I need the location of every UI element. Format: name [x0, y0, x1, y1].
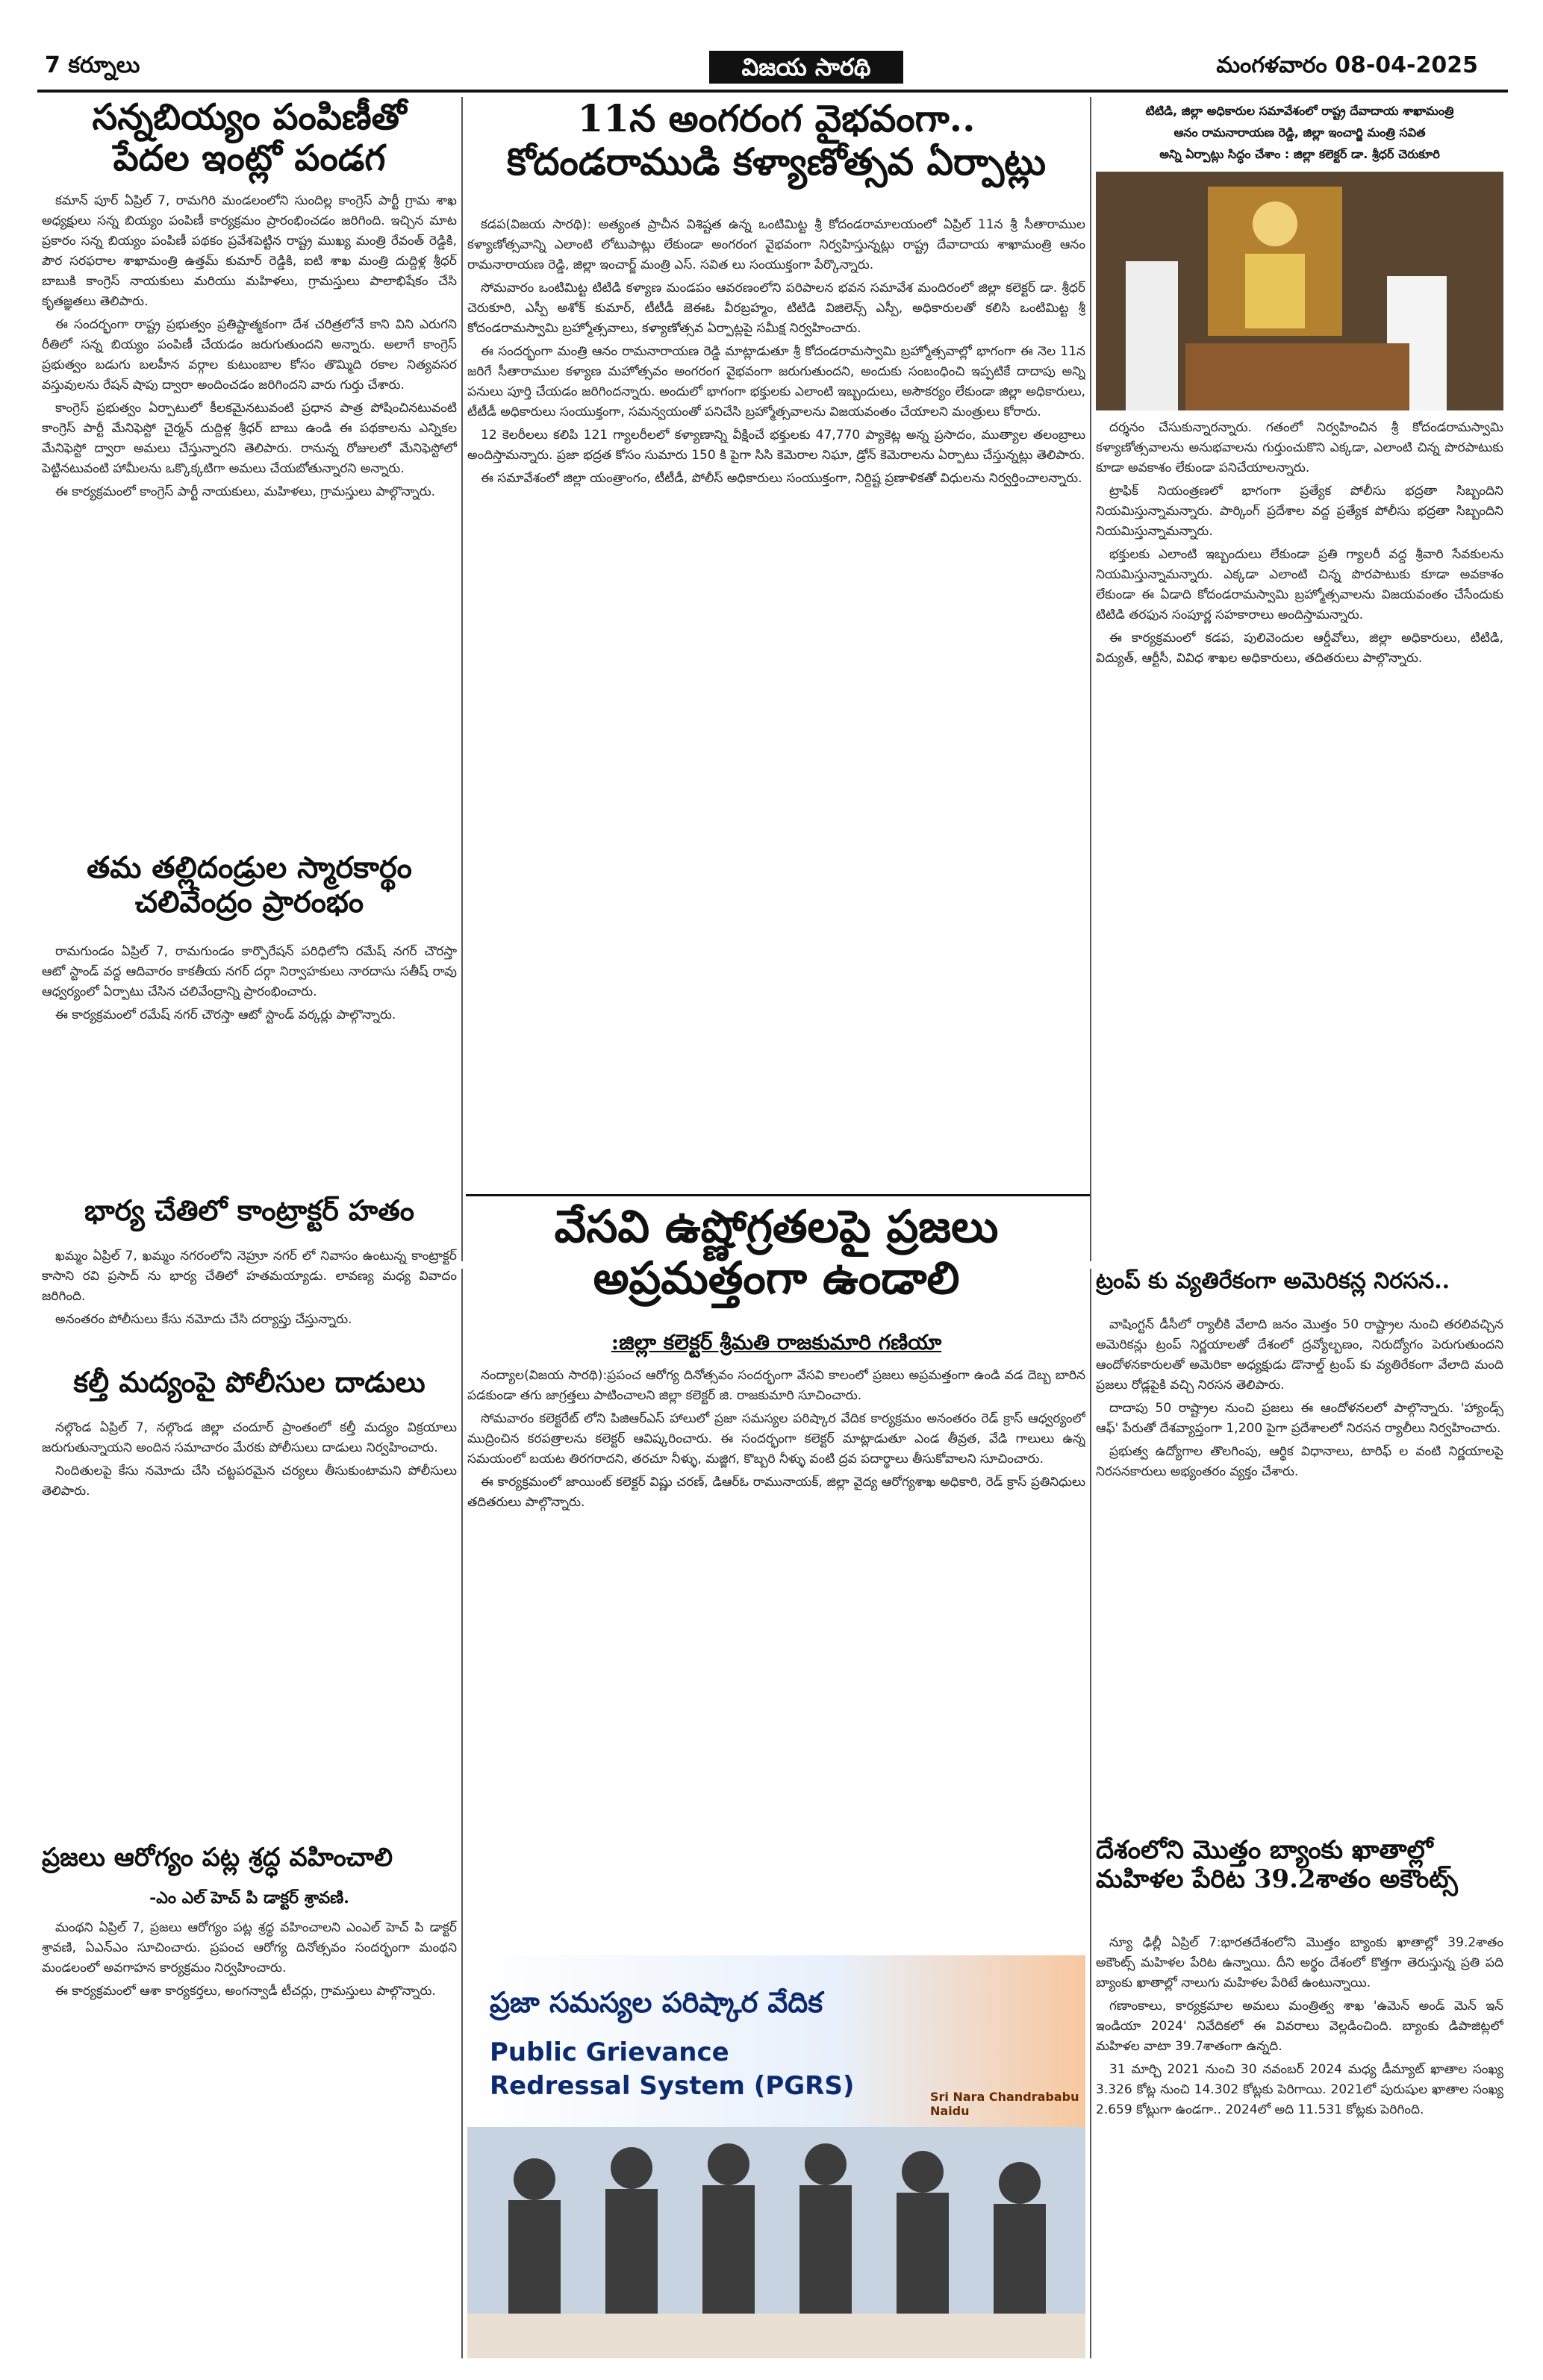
- caption-line: అన్ని ఏర్పాట్లు సిద్ధం చేశాం : జిల్లా కలెక్టర్ డా. శ్రీధర్ చెరుకూరి: [1159, 147, 1440, 161]
- paragraph: ఈ కార్యక్రమంలో జాయింట్ కలెక్టర్ విష్ణు చరణ్, డిఆర్ఓ రామునాయక్, జిల్లా వైద్య ఆరోగ్యశాఖ అధికారి, రెడ్ క్రాస్ ప్రతినిధులు తదితరులు పాల్గొన్నారు.: [467, 1475, 1085, 1510]
- trump-headline: [1096, 1269, 1503, 1311]
- caption-line: ఆనం రామనారాయణ రెడ్డి, జిల్లా ఇంచార్జి మంత్రి సవిత: [1173, 125, 1426, 140]
- headline-line: ట్రంప్ కు వ్యతిరేకంగా అమెరికన్ల నిరసన..: [1096, 1269, 1450, 1294]
- bank-headline: [1096, 1836, 1503, 1925]
- paragraph: ఈ కార్యక్రమంలో రమేష్ నగర్ చౌరస్తా ఆటో స్టాండ్ వర్కర్లు పాల్గొన్నారు.: [55, 1008, 396, 1022]
- paragraph: ప్రభుత్వ ఉద్యోగాల తొలగింపు, ఆర్థిక విధానాలు, టారిఫ్ ల వంటి నిర్ణయాలపై నిరసనకారులు అభ్యంతరం వ్యక్తం చేశారు.: [1096, 1444, 1503, 1479]
- headline-line: కోదండరాముడి కళ్యాణోత్సవ ఏర్పాట్లు: [506, 139, 1047, 184]
- headline-line: తమ తల్లిదండ్రుల స్మారకార్థం: [87, 851, 412, 885]
- liquor-headline: [42, 1366, 457, 1414]
- pgrs-banner-telugu: ప్రజా సమస్యల పరిష్కార వేదిక: [490, 1985, 823, 2019]
- paragraph: అనంతరం పోలీసులు కేసు నమోదు చేసి దర్యాప్తు చేస్తున్నారు.: [55, 1312, 352, 1327]
- kalyanam-headline: [467, 97, 1085, 209]
- caption-line: టిటిడి, జిల్లా అధికారుల సమావేశంలో రాష్ట్ర దేవాదాయ శాఖామంత్రి: [1145, 104, 1454, 118]
- masthead-rule: [37, 90, 1508, 93]
- masthead: [37, 49, 1508, 88]
- liquor-article-body: [42, 1418, 457, 1836]
- pgrs-banner-english-line2: Redressal System (PGRS): [490, 2071, 855, 2101]
- memorial-article-body: [42, 942, 457, 1166]
- headline-line: పేదల ఇంట్లో పండగ: [113, 137, 386, 180]
- temple-photo-caption: [1096, 100, 1503, 167]
- headline-line: వేసవి ఉష్ణోగ్రతలపై ప్రజలు: [554, 1202, 999, 1253]
- headline-line: అప్రమత్తంగా ఉండాలి: [593, 1252, 960, 1305]
- bank-article-body: [1096, 1933, 1503, 2358]
- paragraph: కాంగ్రెస్ ప్రభుత్వం ఏర్పాటులో కీలకమైనటువంటి ప్రధాన పాత్ర పోషించినటువంటి కాంగ్రెస్ పార్టీ మేనిఫెస్టో చైర్మన్ దుద్దిళ్ల శ్రీధర్ బాబు ఉండి ఈ పథకాలను ఎన్నికల మేనిఫెస్టో ద్వారా అమలు చేస్తున్నారని తెలిపారు. రానున్న రోజులలో మేనిఫెస్టోలో పెట్టినటువంటి హామీలను ఒక్కొక్కటిగా అమలు చేయబోతున్నారని అన్నారు.: [42, 401, 457, 476]
- contractor-article-body: [42, 1246, 457, 1358]
- headline-line: ప్రజలు ఆరోగ్యం పట్ల శ్రద్ధ వహించాలి: [42, 1843, 393, 1873]
- paragraph: వాషింగ్టన్ డీసీలో ర్యాలీకి వేలాది జనం మొత్తం 50 రాష్ట్రాల నుంచి తరలివచ్చిన అమెరికన్లు ట్రంప్ నిర్ణయాలతో దేశంలో ద్రవ్యోల్బణం, నిరుద్యోగం పెరుగుతుందని ఆందోళనకారులతో అమెరికా అధ్యక్షుడు డొనాల్డ్ ట్రంప్ కు వ్యతిరేకంగా వేలాది మంది ప్రజలు రోడ్లపైకి వచ్చి నిరసన తెలిపారు.: [1096, 1317, 1503, 1393]
- heatwave-headline: [467, 1202, 1085, 1328]
- contractor-headline: [42, 1194, 457, 1242]
- paragraph: ఖమ్మం ఏప్రిల్ 7, ఖమ్మం నగరంలోని నెహ్రూ నగర్ లో నివాసం ఉంటున్న కాంట్రాక్టర్ కాసాని రవి ప్రసాద్ ను భార్య చేతిలో హతమయ్యాడు. లావణ్య మధ్య వివాదం జరిగింది.: [42, 1249, 457, 1304]
- paragraph: రామగుండం ఏప్రిల్ 7, రామగుండం కార్పొరేషన్ పరిధిలోని రమేష్ నగర్ చౌరస్తా ఆటో స్టాండ్ వద్ద ఆదివారం కాకతీయ నగర్ దర్గా నిర్వాహకులు నారదాసు సతీష్ రావు ఆధ్వర్యంలో ఏర్పాటు చేసిన చలివేంద్రాన్ని ప్రారంభించారు.: [42, 944, 457, 999]
- paragraph: 31 మార్చి 2021 నుంచి 30 నవంబర్ 2024 మధ్య డీమ్యాట్ ఖాతాల సంఖ్య 3.326 కోట్ల నుంచి 14.302 కోట్లకు పెరిగాయి. 2021లో పురుషుల ఖాతాల సంఖ్య 2.659 కోట్లుగా ఉండగా.. 2024లో అది 11.531 కోట్లకు పెరిగింది.: [1096, 2062, 1503, 2117]
- paragraph: ఈ కార్యక్రమంలో కాంగ్రెస్ పార్టీ నాయకులు, మహిళలు, గ్రామస్తులు పాల్గొన్నారు.: [55, 484, 436, 499]
- paragraph: దర్శనం చేసుకున్నారన్నారు. గతంలో నిర్వహించిన శ్రీ కోదండరామస్వామి కళ్యాణోత్సవాలను అనుభవాలను గుర్తుంచుకొని ఎక్కడా, ఎలాంటి చిన్న పొరపాటుకు కూడా అవకాశం లేకుండా పనిచేయాలన్నారు.: [1096, 420, 1503, 475]
- grievance-event-photo: [467, 1955, 1085, 2358]
- memorial-headline: [42, 851, 457, 939]
- headline-line: మహిళల పేరిట 39.2శాతం అకౌంట్స్: [1096, 1864, 1458, 1895]
- paragraph: గణాంకాలు, కార్యక్రమాల అమలు మంత్రిత్వ శాఖ 'ఉమెన్ అండ్ మెన్ ఇన్ ఇండియా 2024' నివేదికలో ఈ వివరాలు వెల్లడించింది. బ్యాంకు డిపాజిట్లలో మహిళల వాటా 39.7శాతంగా ఉన్నది.: [1096, 1999, 1503, 2054]
- paragraph: సోమవారం ఒంటిమిట్ట టిటిడి కళ్యాణ మండపం ఆవరణంలోని పరిపాలన భవన సమావేశ మందిరంలో జిల్లా కలెక్టర్ డా. శ్రీధర్ చెరుకూరి, ఎస్పీ అశోక్ కుమార్, టీటీడీ జెఈఓ వీరబ్రహ్మం, టిటిడి విజిలెన్స్ ఎస్పీ, అధికారులతో కలిసి ఒంటిమిట్ట శ్రీ కోదండరామస్వామి బ్రహ్మోత్సవాలు, కళ్యాణోత్సవ ఏర్పాట్లపై సమీక్ష నిర్వహించారు.: [467, 281, 1085, 336]
- paragraph: సోమవారం కలెక్టరేట్ లోని పిజిఆర్ఎస్ హాలులో ప్రజా సమస్యల పరిష్కార వేదిక కార్యక్రమం అనంతరం రెడ్ క్రాస్ ఆధ్వర్యంలో ముద్రించిన కరపత్రాలను కలెక్టర్ ఆవిష్కరించారు. ఈ సందర్భంగా కలెక్టర్ మాట్లాడుతూ ఎండ తీవ్రత, వేడి గాలులు ఉన్న సమయంలో బయట తిరగరాదని, తరచూ నీళ్ళు, మజ్జిగ, కొబ్బరి నీళ్ళు వంటి ద్రవ పదార్థాలు తీసుకోవాలని సూచించారు.: [467, 1411, 1085, 1467]
- heatwave-byline: :జిల్లా కలెక్టర్ శ్రీమతి రాజకుమారి గణియా: [611, 1330, 942, 1355]
- column-divider: [1090, 1269, 1091, 2358]
- health-byline: -ఎం ఎల్ హెచ్ పి డాక్టర్ శ్రావణి.: [149, 1888, 349, 1908]
- paragraph: నిందితులపై కేసు నమోదు చేసి చట్టపరమైన చర్యలు తీసుకుంటామని పోలీసులు తెలిపారు.: [42, 1464, 457, 1499]
- pgrs-banner-english-line1: Public Grievance: [490, 2037, 729, 2067]
- headline-line: భార్య చేతిలో కాంట్రాక్టర్ హతం: [84, 1194, 415, 1227]
- paragraph: మంథని ఏప్రిల్ 7, ప్రజలు ఆరోగ్యం పట్ల శ్రద్ధ వహించాలని ఎంఎల్ హెచ్ పి డాక్టర్ శ్రావణి, ఏఎన్ఎం సూచించారు. ప్రపంచ ఆరోగ్య దినోత్సవం సందర్భంగా మంథని మండలంలో అవగాహన కార్యక్రమం నిర్వహించారు.: [42, 1920, 457, 1975]
- headline-line: సన్నబియ్యం పంపిణీతో: [92, 97, 407, 138]
- paragraph: ఈ సమావేశంలో జిల్లా యంత్రాంగం, టీటీడీ, పోలీస్ అధికారులు సంయుక్తంగా, నిర్దిష్ట ప్రణాళికతో విధులను నిర్వర్తించాలన్నారు.: [481, 471, 1082, 486]
- health-headline: [42, 1843, 457, 1885]
- column-divider: [1090, 97, 1091, 1261]
- paragraph: నల్గొండ ఏప్రిల్ 7, నల్గొండ జిల్లా చందూర్ ప్రాంతంలో కల్తీ మద్యం విక్రయాలు జరుగుతున్నాయని అందిన సమాచారం మేరకు పోలీసులు దాడులు నిర్వహించారు.: [42, 1420, 457, 1455]
- paragraph: కడప(విజయ సారథి): అత్యంత ప్రాచీన విశిష్టత ఉన్న ఒంటిమిట్ట శ్రీ కోదండరామాలయంలో ఏప్రిల్ 11న శ్రీ సీతారాముల కళ్యాణోత్సవాన్ని ఎలాంటి లోటుపాట్లు లేకుండా అంగరంగ వైభవంగా నిర్వహిస్తున్నట్లు రాష్ట్ర దేవాదాయ శాఖామంత్రి ఆనం రామనారాయణ రెడ్డి, జిల్లా ఇంచార్జ్ మంత్రి ఎస్. సవిత లు సంయుక్తంగా పేర్కొన్నారు.: [467, 217, 1085, 272]
- paragraph: కమాన్ పూర్ ఏప్రిల్ 7, రామగిరి మండలంలోని సుందిల్ల కాంగ్రెస్ పార్టీ గ్రామ శాఖ అధ్యక్షులు సన్న బియ్యం పంపిణీ కార్యక్రమం ప్రారంభించడం జరిగింది. ఇచ్చిన మాట ప్రకారం సన్న బియ్యం పంపిణీ పథకం ప్రవేశపెట్టిన రాష్ట్ర ముఖ్య మంత్రి రేవంత్ రెడ్డికి, పౌర సరఫరాల శాఖామంత్రి ఉత్తమ్ కుమార్ రెడ్డికి, ఐటి శాఖ మంత్రి దుద్దిళ్ల శ్రీధర్ బాబుకి కాంగ్రెస్ నాయకులు మరియు మహిళలు, గ్రామస్తులు పాలాభిషేకం చేసి కృతజ్ఞతలు తెలిపారు.: [42, 193, 457, 309]
- rice-article-body: [42, 191, 457, 848]
- issue-date: మంగళవారం 08-04-2025: [1216, 52, 1478, 78]
- paragraph: ఈ సందర్భంగా మంత్రి ఆనం రామనారాయణ రెడ్డి మాట్లాడుతూ శ్రీ కోదండరామస్వామి బ్రహ్మోత్సవాల్లో భాగంగా ఈ నెల 11న జరిగే సీతారాముల కళ్యాణ మహోత్సవం అంగరంగ వైభవంగా జరుగుతుందని, అందుకు సంబంధించి ఇప్పటికే దాదాపు అన్ని పనులు పూర్తి చేయడం జరిగిందన్నారు. అందులో భాగంగా భక్తులకు ఎలాంటి ఇబ్బందులు, అసౌకర్యం లేకుండా జిల్లా అధికారులు, టీటీడీ అధికారులు సంయుక్తంగా, సమన్వయంతో పనిచేసి బ్రహ్మోత్సవాలను విజయవంతం చేయాలని మంత్రులు కోరారు.: [467, 344, 1085, 419]
- paragraph: 12 కెలరీలలు కలిపి 121 గ్యాలరీలలో కళ్యాణాన్ని వీక్షించే భక్తులకు 47,770 ప్యాకెట్ల అన్న ప్రసాదం, ముత్యాల తలంబ్రాలు అందిస్తామన్నారు. ప్రజా భద్రత కోసం సుమారు 150 కి పైగా సిసి కెమెరాల నిఘా, డ్రోన్ కెమెరాలను ఏర్పాటు చేస్తున్నట్లు తెలిపారు.: [467, 428, 1085, 463]
- paragraph: ఈ సందర్భంగా రాష్ట్ర ప్రభుత్వం ప్రతిష్టాత్మకంగా దేశ చరిత్రలోనే కాని విని ఎరుగని రీతిలో సన్న బియ్యం పంపిణీ చేయడం జరుగుతుందని అన్నారు. అలాగే కాంగ్రెస్ ప్రభుత్వం బడుగు బలహీన వర్గాల కుటుంబాల కోసం తొమ్మిది రకాల నిత్యవసర వస్తువులను రేషన్ షాపు ద్వారా అందించడం జరిగిందని వారు గుర్తు చేశారు.: [42, 317, 457, 393]
- pgrs-banner: [467, 1955, 1085, 2127]
- health-article-body: [42, 1918, 457, 2351]
- paragraph: భక్తులకు ఎలాంటి ఇబ్బందులు లేకుండా ప్రతి గ్యాలరీ వద్ద శ్రీవారి సేవకులను నియమిస్తున్నామన్నారు. ఎక్కడా ఎలాంటి చిన్న పొరపాటుకు కూడా అవకాశం లేకుండా ఈ ఏడాది కోదండరామస్వామి బ్రహ్మోత్సవాలను విజయవంతం చేసేందుకు టిటిడి తరఫున సంపూర్ణ సహకారాలు అందిస్తామన్నారు.: [1096, 547, 1503, 622]
- paragraph: న్యూ ఢిల్లీ ఏప్రిల్ 7:భారతదేశంలోని మొత్తం బ్యాంకు ఖాతాల్లో 39.2శాతం అకౌంట్స్ మహిళల పేరిట ఉన్నాయి. దీని అర్థం దేశంలో కొత్తగా తెరుస్తున్న ప్రతి పది బ్యాంకు ఖాతాల్లో నాలుగు మహిళల పేరిటే ఉంటున్నాయి.: [1096, 1935, 1503, 1990]
- paragraph: ఈ కార్యక్రమంలో కడప, పులివెందుల ఆర్డీవోలు, జిల్లా అధికారులు, టిటిడి, విద్యుత్, ఆర్టీసీ, వివిధ శాఖల అధికారులు, తదితరులు పాల్గొన్నారు.: [1096, 631, 1503, 666]
- trump-article-body: [1096, 1315, 1503, 1830]
- headline-line: 11న అంగరంగ వైభవంగా..: [577, 97, 976, 140]
- temple-photo-illustration: [1096, 172, 1503, 410]
- kalyanam-article-body: [467, 215, 1085, 1185]
- headline-line: దేశంలోని మొత్తం బ్యాంకు ఖాతాల్లో: [1096, 1836, 1433, 1865]
- rice-headline: [42, 97, 457, 185]
- column-divider: [461, 1269, 463, 2358]
- headline-line: కల్తీ మద్యంపై పోలీసుల దాడులు: [73, 1366, 426, 1399]
- paragraph: నంద్యాల(విజయ సారథి):ప్రపంచ ఆరోగ్య దినోత్సవం సందర్భంగా వేసవి కాలంలో ప్రజలు అప్రమత్తంగా ఉండి వడ దెబ్బ బారిన పడకుండా తగు జాగ్రత్తలు పాటించాలని జిల్లా కలెక్టర్ జి. రాజకుమారి సూచించారు.: [467, 1368, 1085, 1403]
- newspaper-name: విజయ సారథి: [709, 51, 903, 84]
- section-rule: [466, 1194, 1090, 1196]
- pgrs-banner-name-tag: Sri Nara Chandrababu Naidu: [930, 2090, 1079, 2118]
- page-number-label: 7 కర్నూలు: [45, 52, 140, 78]
- column-divider: [461, 97, 463, 1261]
- headline-line: చలివేంద్రం ప్రారంభం: [134, 884, 364, 919]
- heatwave-article-body: [467, 1366, 1085, 1948]
- temple-ceremony-photo: [1096, 172, 1503, 410]
- officials-group-illustration: [467, 2127, 1085, 2358]
- paragraph: ట్రాఫిక్ నియంత్రణలో భాగంగా ప్రత్యేక పోలీసు భద్రతా సిబ్బందిని నియమిస్తున్నామన్నారు. పార్కింగ్ ప్రదేశాల వద్ద ప్రత్యేక పోలీసు భద్రతా సిబ్బందిని నియమిస్తున్నామన్నారు.: [1096, 484, 1503, 539]
- paragraph: ఈ కార్యక్రమంలో ఆశా కార్యకర్తలు, అంగన్వాడీ టీచర్లు, గ్రామస్తులు పాల్గొన్నారు.: [55, 1984, 436, 1999]
- paragraph: దాదాపు 50 రాష్ట్రాల నుంచి ప్రజలు ఈ ఆందోళనలలో పాల్గొన్నారు. 'హ్యాండ్స్ ఆఫ్' పేరుతో దేశవ్యాప్తంగా 1,200 పైగా ప్రదేశాలలో నిరసన ర్యాలీలు నిర్వహించారు.: [1096, 1401, 1503, 1436]
- kalyanam-continued-body: [1096, 418, 1503, 1254]
